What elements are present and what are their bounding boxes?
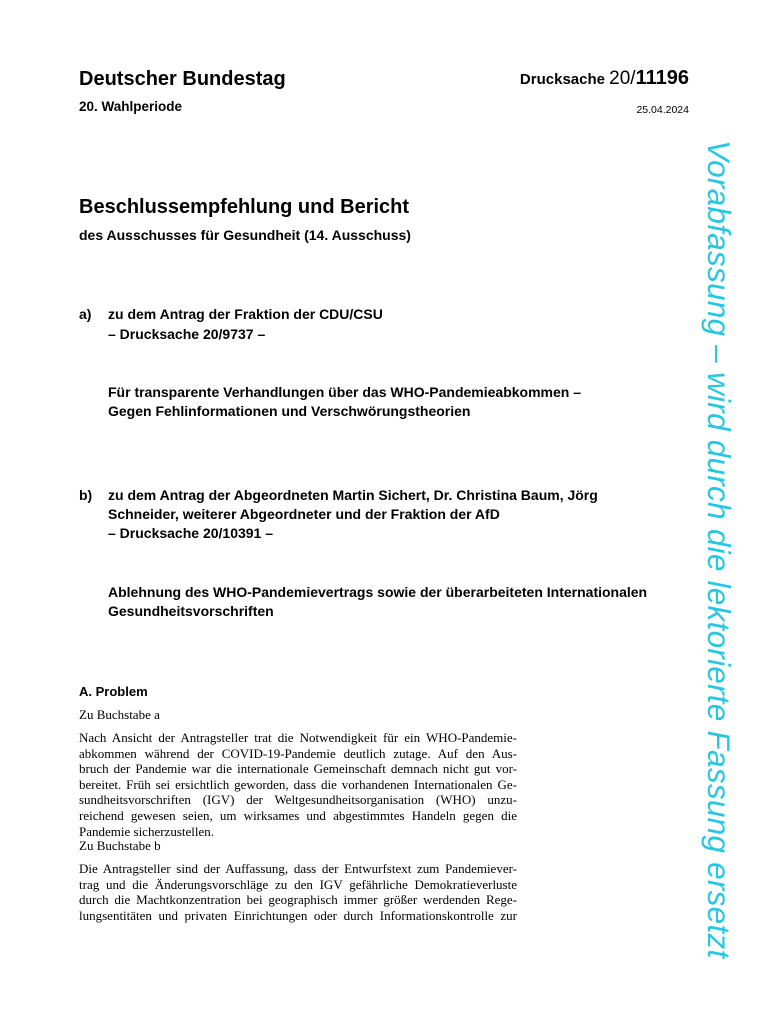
text-line: durch die Machtkonzentration bei geographisch immer größer werdenden Rege-	[79, 892, 517, 908]
drucksache-label: Drucksache	[519, 71, 605, 88]
text-line: abkommen während der COVID-19-Pandemie deutlich zutage. Auf den Aus-	[79, 745, 517, 761]
item-b-line: – Drucksache 20/10391 –	[108, 525, 274, 541]
item-b-title: Gesundheitsvorschriften	[108, 603, 274, 619]
draft-watermark	[701, 140, 741, 960]
item-b-line: zu dem Antrag der Abgeordneten Martin Sichert, Dr. Christina Baum, Jörg	[108, 487, 598, 503]
body-paragraph-a	[79, 730, 517, 839]
text-line: sundheitsvorschriften (IGV) der Weltgesundheitsorganisation (WHO) unzu-	[79, 792, 517, 808]
item-a-letter: a)	[79, 306, 92, 322]
document-date: 25.04.2024	[636, 104, 689, 116]
text-line: Nach Ansicht der Antragsteller trat die Notwendigkeit für ein WHO-Pandemie-	[79, 730, 517, 745]
item-b-letter: b)	[79, 487, 93, 503]
electoral-period: 20. Wahlperiode	[79, 99, 183, 114]
body-paragraph-b	[79, 861, 517, 923]
watermark-text: Vorabfassung – wird durch die lektorierte Fassung ersetzt	[701, 140, 737, 959]
text-line: bruch der Pandemie war die internationale Gemeinschaft demnach nicht gut vor-	[79, 761, 517, 777]
item-a-title: Für transparente Verhandlungen über das WHO-Pandemieabkommen –	[108, 384, 581, 400]
item-a-line: – Drucksache 20/9737 –	[108, 326, 266, 342]
document-subtitle: des Ausschusses für Gesundheit (14. Ausschuss)	[79, 227, 411, 243]
item-a-title: Gegen Fehlinformationen und Verschwörungstheorien	[108, 403, 471, 419]
drucksache-number	[520, 67, 689, 90]
text-line: lungsentitäten und privaten Einrichtungen oder durch Informationskontrolle zur	[79, 907, 517, 923]
text-line: Die Antragsteller sind der Auffassung, dass der Entwurfstext zum Pandemiever-	[79, 861, 517, 876]
item-b-line: Schneider, weiterer Abgeordneter und der Fraktion der AfD	[108, 506, 500, 522]
item-a-line: zu dem Antrag der Fraktion der CDU/CSU	[108, 306, 383, 322]
section-heading: A. Problem	[79, 684, 148, 699]
sub-label-a: Zu Buchstabe a	[79, 707, 160, 722]
drucksache-prefix: 20/	[609, 68, 636, 89]
sub-label-b: Zu Buchstabe b	[79, 838, 161, 853]
text-line: Pandemie sicherzustellen.	[79, 823, 215, 839]
text-line: bereitet. Früh sei ersichtlich geworden, dass die vorhandenen Internationalen Ge-	[79, 776, 517, 792]
text-line: trag und die Änderungsvorschläge zu den IGV gefährliche Demokratieverluste	[79, 876, 517, 892]
document-title: Beschlussempfehlung und Bericht	[79, 196, 410, 218]
drucksache-id: 11196	[635, 67, 689, 89]
organization-name: Deutscher Bundestag	[79, 68, 286, 90]
text-line: reichend gewesen seien, um wirksames und abgestimmtes Handeln gegen die	[79, 807, 517, 823]
item-b-title: Ablehnung des WHO-Pandemievertrags sowie der überarbeiteten Internationalen	[108, 584, 648, 600]
